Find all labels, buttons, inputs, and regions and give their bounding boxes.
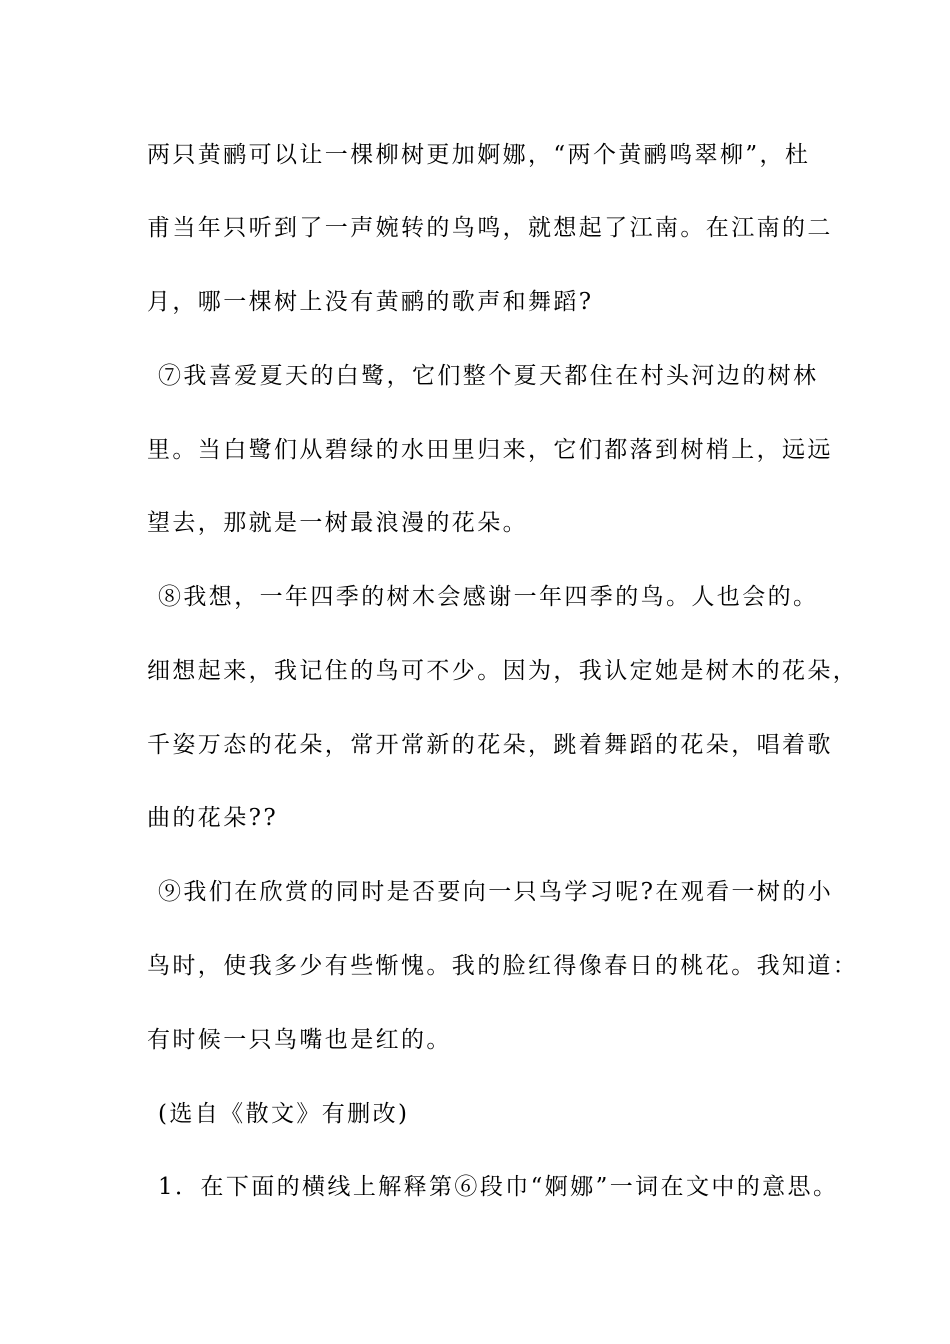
paragraph-8-line-1: ⑧我想，一年四季的树木会感谢一年四季的鸟。人也会的。 [158,584,819,610]
paragraph-8-line-2: 细想起来，我记住的鸟可不少。因为，我认定她是树木的花朵， [147,658,859,684]
paragraph-6-line-1: 两只黄鹂可以让一棵柳树更加婀娜，“两个黄鹂鸣翠柳”，杜 [147,142,811,168]
paragraph-7-line-3: 望去，那就是一树最浪漫的花朵。 [147,510,528,536]
paragraph-6-line-3: 月，哪一棵树上没有黄鹂的歌声和舞蹈? [147,289,594,315]
paragraph-8-line-4: 曲的花朵?? [147,805,279,831]
paragraph-9-line-1: ⑨我们在欣赏的同时是否要向一只鸟学习呢?在观看一树的小 [158,879,834,905]
paragraph-7-line-2: 里。当白鹭们从碧绿的水田里归来，它们都落到树梢上，远远 [147,437,833,463]
paragraph-6-line-2: 甫当年只听到了一声婉转的鸟鸣，就想起了江南。在江南的二 [147,215,833,241]
paragraph-9-line-2: 鸟时，使我多少有些惭愧。我的脸红得像春日的桃花。我知道： [147,953,859,979]
paragraph-8-line-3: 千姿万态的花朵，常开常新的花朵，跳着舞蹈的花朵，唱着歌 [147,732,833,758]
paragraph-7-line-1: ⑦我喜爱夏天的白鹭，它们整个夏天都住在村头河边的树林 [158,363,819,389]
paragraph-9-line-3: 有时候一只鸟嘴也是红的。 [147,1027,452,1053]
question-1: 1．在下面的横线上解释第⑥段巾“婀娜”一词在文中的意思。 [158,1174,839,1200]
source-note: (选自《散文》有删改) [158,1101,410,1127]
